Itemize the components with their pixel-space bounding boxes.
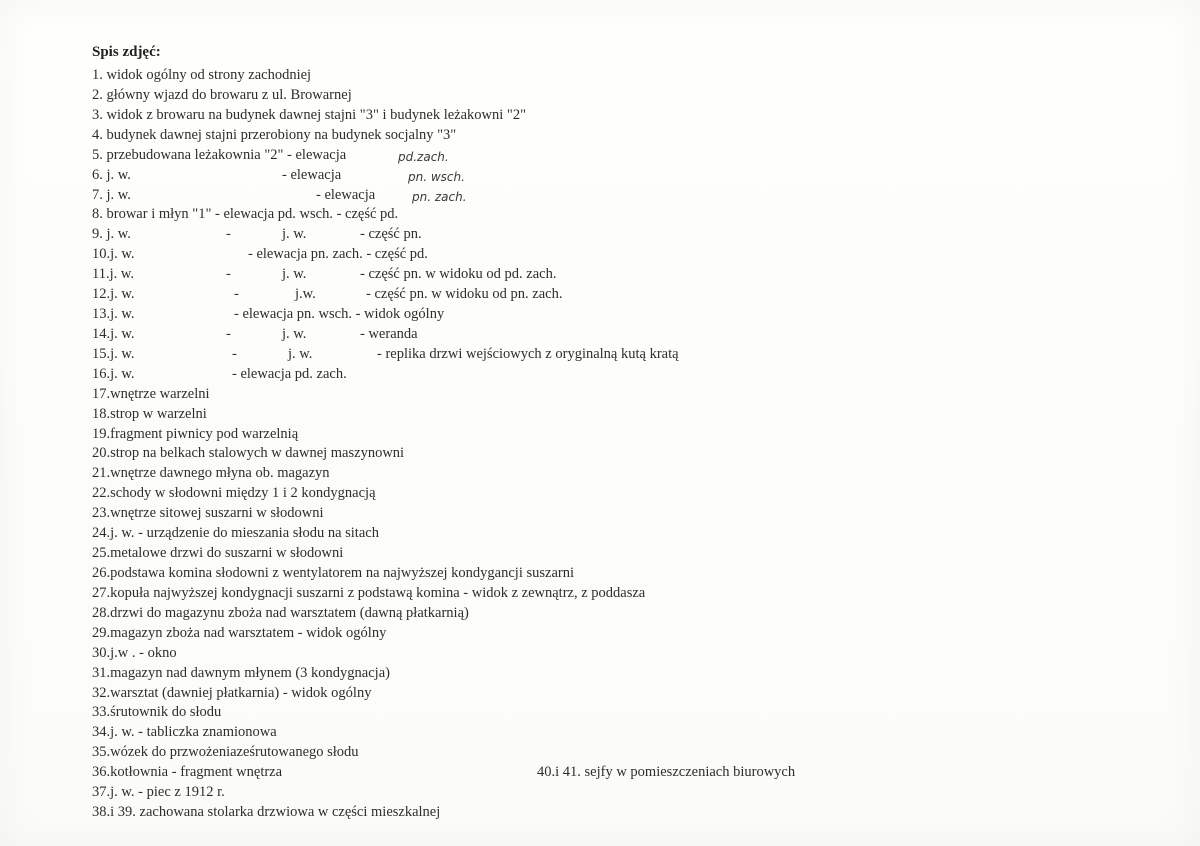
list-item-part: j. w. — [282, 226, 307, 243]
list-item-part: - elewacja pd. zach. — [232, 365, 347, 382]
list-item-part: - replika drzwi wejściowych z oryginalną kutą kratą — [377, 345, 679, 362]
list-item: 9. j. w. — [92, 226, 131, 243]
list-title: Spis zdjęć: — [92, 44, 161, 60]
list-item: 20.strop na belkach stalowych w dawnej maszynowni — [92, 445, 405, 462]
list-item: 28.drzwi do magazynu zboża nad warsztatem (dawną płatkarnią) — [92, 604, 469, 621]
list-item-part: j. w. — [282, 266, 307, 283]
list-item-part: - — [226, 325, 231, 342]
list-item-part: - weranda — [360, 325, 418, 342]
list-item: 7. j. w. — [92, 186, 131, 203]
list-item: 31.magazyn nad dawnym młynem (3 kondygnacja) — [92, 664, 390, 681]
list-item: 29.magazyn zboża nad warsztatem - widok ogólny — [92, 624, 387, 641]
list-item: 1. widok ogólny od strony zachodniej — [92, 67, 312, 83]
list-item: 16.j. w. — [92, 365, 135, 382]
list-item-part: - elewacja — [316, 186, 376, 203]
list-item: 15.j. w. — [92, 345, 135, 362]
list-item-part: j.w. — [295, 286, 316, 303]
list-item: 38.i 39. zachowana stolarka drzwiowa w części mieszkalnej — [92, 804, 441, 821]
handwritten-note: pd.zach. — [398, 149, 449, 164]
list-item-part: - — [234, 286, 239, 303]
list-item: 11.j. w. — [92, 266, 135, 283]
list-item-part: - elewacja — [282, 166, 342, 183]
list-item-part: j. w. — [282, 325, 307, 342]
list-item: 34.j. w. - tabliczka znamionowa — [92, 724, 277, 741]
list-item: 18.strop w warzelni — [92, 405, 207, 422]
list-item: 27.kopuła najwyższej kondygnacji suszarni z podstawą komina - widok z zewnątrz, z poddasza — [92, 584, 646, 601]
list-item: 26.podstawa komina słodowni z wentylatorem na najwyższej kondygancji suszarni — [92, 565, 575, 581]
list-item: 19.fragment piwnicy pod warzelnią — [92, 425, 299, 442]
list-item: 25.metalowe drzwi do suszarni w słodowni — [92, 545, 344, 562]
list-item: 12.j. w. — [92, 286, 135, 303]
list-item: 23.wnętrze sitowej suszarni w słodowni — [92, 505, 324, 522]
list-item: 35.wózek do przwożeniaześrutowanego słodu — [92, 744, 359, 761]
list-item-part: - część pn. w widoku od pd. zach. — [360, 266, 557, 283]
list-item: 6. j. w. — [92, 166, 131, 183]
list-item-part: - elewacja pn. zach. - część pd. — [248, 246, 428, 263]
list-item: 24.j. w. - urządzenie do mieszania słodu na sitach — [92, 525, 379, 542]
handwritten-note: pn. wsch. — [408, 169, 465, 184]
list-item: 13.j. w. — [92, 306, 135, 323]
handwritten-note: pn. zach. — [412, 189, 467, 204]
list-item-part: - — [226, 266, 231, 283]
list-item: 4. budynek dawnej stajni przerobiony na budynek socjalny "3" — [92, 126, 457, 143]
list-item: 32.warsztat (dawniej płatkarnia) - widok ogólny — [92, 684, 372, 701]
list-item: 33.śrutownik do słodu — [92, 704, 222, 721]
list-item: 8. browar i młyn "1" - elewacja pd. wsch. - część pd. — [92, 206, 399, 223]
list-item: 10.j. w. — [92, 246, 135, 263]
list-item-part: - — [226, 226, 231, 243]
list-item-part: - — [232, 345, 237, 362]
list-item-part: - część pn. w widoku od pn. zach. — [366, 286, 563, 303]
list-item: 22.schody w słodowni między 1 i 2 kondygnacją — [92, 485, 376, 502]
list-item: 5. przebudowana leżakownia "2" - elewacja — [92, 146, 347, 163]
list-item-part: j. w. — [288, 345, 313, 362]
list-item: 3. widok z browaru na budynek dawnej stajni "3" i budynek leżakowni "2" — [92, 106, 527, 123]
list-item-part: - część pn. — [360, 226, 422, 243]
list-item: 21.wnętrze dawnego młyna ob. magazyn — [92, 465, 330, 482]
list-item: 30.j.w . - okno — [92, 644, 177, 661]
list-item: 14.j. w. — [92, 325, 135, 342]
list-item-part: - elewacja pn. wsch. - widok ogólny — [234, 306, 445, 323]
list-item: 37.j. w. - piec z 1912 r. — [92, 784, 225, 801]
list-item: 17.wnętrze warzelni — [92, 385, 210, 402]
list-item: 2. główny wjazd do browaru z ul. Browarnej — [92, 86, 352, 103]
list-item: 36.kotłownia - fragment wnętrza — [92, 764, 283, 781]
list-item-part: 40.i 41. sejfy w pomieszczeniach biurowych — [537, 764, 796, 781]
